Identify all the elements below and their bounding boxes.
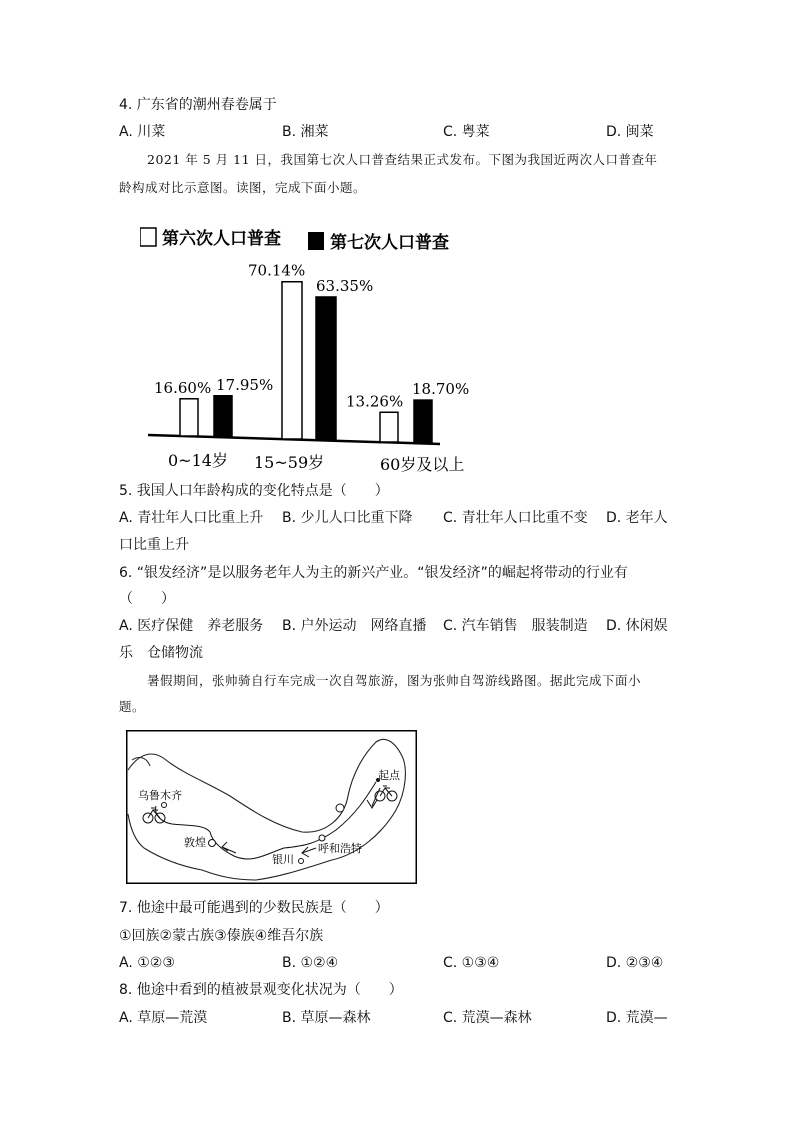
intro-trip	[119, 671, 679, 717]
q6-option-b: B. 户外运动 网络直播	[282, 618, 427, 634]
q6-option-c: C. 汽车销售 服装制造	[443, 618, 588, 634]
label-dunhuang: 敦煌	[184, 836, 206, 849]
q4-option-b: B. 湘菜	[282, 124, 329, 140]
bar-label-sixth-0: 16.60%	[154, 378, 212, 397]
intro-census-line2: 龄构成对比示意图。读图，完成下面小题。	[119, 180, 367, 195]
route-map	[126, 730, 417, 884]
bar-seventh-2	[414, 400, 432, 442]
q5-option-c: C. 青壮年人口比重不变	[443, 510, 588, 526]
category-label-2: 60岁及以上	[380, 455, 465, 474]
q5-option-d: D. 老年人	[606, 510, 668, 526]
q8-question: 8. 他途中看到的植被景观变化状况为（ ）	[119, 982, 403, 998]
category-label-1: 15~59岁	[254, 453, 325, 472]
intro-trip-line1: 暑假期间，张帅骑自行车完成一次自驾旅游，图为张帅自驾游线路图。据此完成下面小	[147, 673, 642, 688]
chart-bars	[180, 282, 432, 442]
chart-bar-labels	[154, 262, 469, 411]
yinchuan-marker	[299, 859, 304, 864]
bar-label-sixth-2: 13.26%	[346, 392, 404, 411]
legend-label-sixth: 第六次人口普查	[162, 229, 281, 249]
q8-option-b: B. 草原—森林	[282, 1010, 371, 1026]
label-hohhot: 呼和浩特	[318, 842, 362, 855]
q4-option-a: A. 川菜	[119, 124, 166, 140]
bar-label-sixth-1: 70.14%	[248, 261, 306, 280]
q7-statement: ①回族②蒙古族③傣族④维吾尔族	[119, 928, 324, 944]
hohhot-marker	[319, 835, 325, 841]
bar-label-seventh-1: 63.35%	[316, 276, 374, 295]
q5-option-a: A. 青壮年人口比重上升	[119, 510, 264, 526]
q5-option-b: B. 少儿人口比重下降	[282, 510, 413, 526]
bar-sixth-2	[380, 412, 398, 442]
chart-category-labels	[168, 451, 464, 474]
q6-question-line2: （ ）	[119, 591, 175, 607]
q8-option-d: D. 荒漠—	[606, 1010, 668, 1026]
q7-option-d: D. ②③④	[606, 955, 664, 971]
legend-swatch-sixth	[140, 228, 156, 246]
q8-option-a: A. 草原—荒漠	[119, 1010, 208, 1026]
q8-option-c: C. 荒漠—森林	[443, 1010, 532, 1026]
q6-question-line1: 6. “银发经济”是以服务老年人为主的新兴产业。“银发经济”的崛起将带动的行业有	[119, 565, 628, 581]
bar-label-seventh-2: 18.70%	[412, 380, 470, 399]
bar-sixth-1	[282, 282, 302, 439]
q6-option-a: A. 医疗保健 养老服务	[119, 618, 264, 634]
q4-option-c: C. 粤菜	[443, 124, 490, 140]
label-urumqi: 乌鲁木齐	[138, 789, 182, 802]
label-start: 起点	[378, 769, 400, 782]
intro-census-line1: 2021 年 5 月 11 日，我国第七次人口普查结果正式发布。下图为我国近两次人口普查年	[147, 152, 658, 167]
q7-option-c: C. ①③④	[443, 955, 500, 971]
urumqi-marker	[162, 803, 167, 808]
bar-seventh-1	[316, 297, 336, 439]
census-age-chart	[140, 206, 470, 478]
intro-trip-line2: 题。	[119, 699, 146, 714]
legend-swatch-seventh	[308, 232, 324, 250]
category-label-0: 0~14岁	[168, 451, 228, 470]
q7-question: 7. 他途中最可能遇到的少数民族是（ ）	[119, 900, 389, 916]
intro-census	[119, 150, 679, 198]
legend-label-seventh: 第七次人口普查	[330, 233, 449, 253]
q7-option-a: A. ①②③	[119, 955, 175, 971]
dunhuang-marker	[209, 840, 216, 847]
q5-question: 5. 我国人口年龄构成的变化特点是（ ）	[119, 483, 389, 499]
q7-option-b: B. ①②④	[282, 955, 339, 971]
q6-option-d-wrap: 乐 仓储物流	[119, 645, 203, 661]
bar-sixth-0	[180, 399, 198, 436]
q5-option-d-wrap: 口比重上升	[119, 537, 189, 553]
q6-option-d: D. 休闲娱	[606, 618, 668, 634]
bar-label-seventh-0: 17.95%	[216, 375, 274, 394]
lake-marker	[336, 804, 344, 812]
chart-legend	[140, 228, 449, 253]
label-yinchuan: 银川	[272, 853, 294, 866]
bar-seventh-0	[214, 396, 232, 436]
q4-question: 4. 广东省的潮州春卷属于	[119, 97, 277, 113]
q4-option-d: D. 闽菜	[606, 124, 654, 140]
